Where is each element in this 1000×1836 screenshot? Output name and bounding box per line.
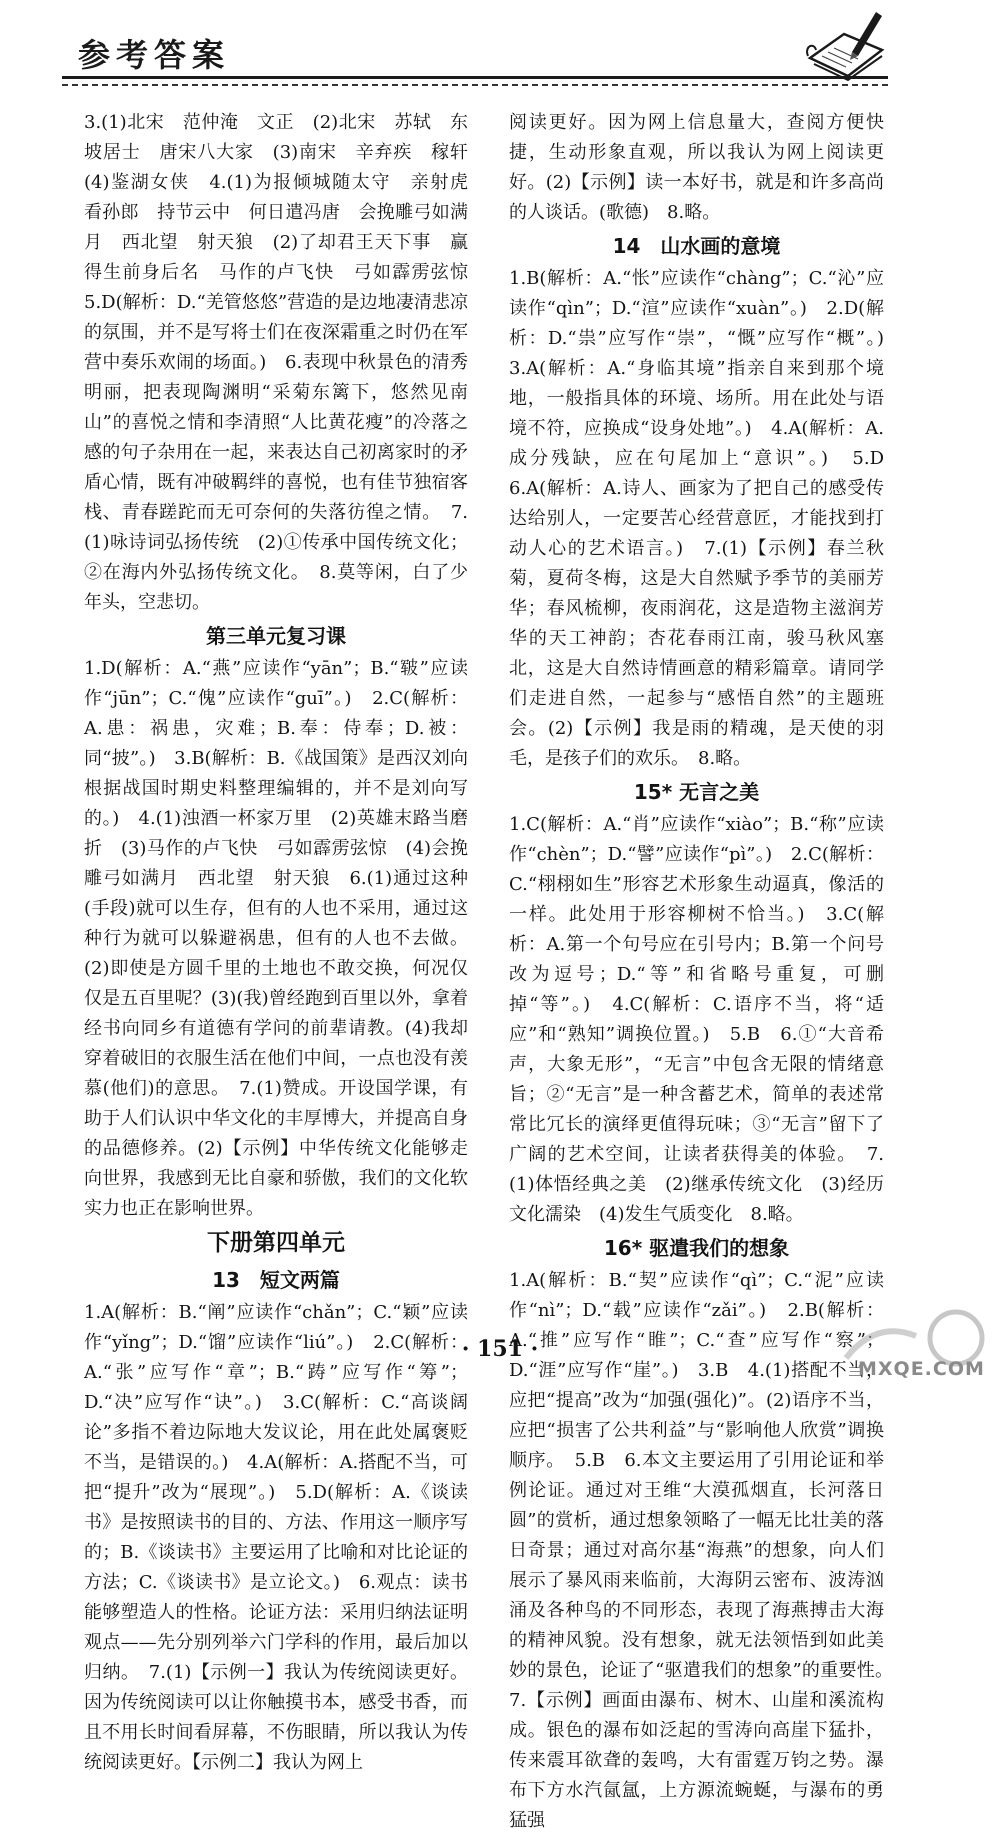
section-heading: 第三单元复习课 (206, 624, 346, 648)
section-heading: 13 短文两篇 (212, 1268, 340, 1292)
answer-paragraph: 1.A(解析：B.“阐”应读作“chǎn”；C.“颖”应读作“yǐng”；D.“馏”应读作“liú”。) 2.C(解析：A.“张”应写作“章”；B.“踌”应写作“筹”；D.“决”应写作“诀”。) 3.C(解析：C.“高谈阔论”多指不着边际地大发议论，用在此处属褒贬不当，是错误的。) 4.A(解析：A.搭配不当，可把“提升”改为“展现”。) 5.D(解析：A.《谈读书》是按照读书的目的、方法、作用这一顺序写的；B.《谈读书》主要运用了比喻和对比论证的方法；C.《谈读书》是立论文。) 6.观点：读书能够塑造人的性格。论证方法：采用归纳法证明观点——先分别列举六门学科的作用，最后加以归纳。 7.(1)【示例一】我认为传统阅读更好。因为传统阅读可以让你触摸书本，感受书香，而且不用长时间看屏幕，不伤眼睛，所以我认为传统阅读更好。【示例二】我认为网上 (84, 1302, 468, 1773)
notebook-pen-icon (802, 6, 888, 84)
page-number: · 151 · (461, 1336, 539, 1362)
header-rule (62, 76, 888, 84)
right-column (509, 108, 902, 1836)
unit-heading: 下册第四单元 (207, 1230, 345, 1256)
answer-paragraph: 1.D(解析：A.“燕”应读作“yān”；B.“皲”应读作“jūn”；C.“傀”应读作“guī”。) 2.C(解析：A.患：祸患，灾难；B.奉：侍奉；D.被：同“披”。) 3.B(解析：B.《战国策》是西汉刘向根据战国时期史料整理编辑的，并不是刘向写的。) 4.(1)浊酒一杯家万里 (2)英雄末路当磨折 (3)马作的卢飞快 弓如霹雳弦惊 (4)会挽雕弓如满月 西北望 射天狼 6.(1)通过这种(手段)就可以生存，但有的人也不采用，通过这种行为就可以躲避祸患，但有的人也不去做。(2)即使是方圆千里的土地也不敢交换，何况仅仅是五百里呢？(3)(我)曾经跑到百里以外，拿着经书向同乡有道德有学问的前辈请教。(4)我却穿着破旧的衣服生活在他们中间，一点也没有羡慕(他们)的意思。 7.(1)赞成。开设国学课，有助于人们认识中华文化的丰厚博大，并提高自身的品德修养。(2)【示例】中华传统文化能够走向世界，我感到无比自豪和骄傲，我们的文化软实力也正在影响世界。 (84, 658, 468, 1219)
left-column (84, 108, 486, 1778)
answer-paragraph: 1.C(解析：A.“肖”应读作“xiào”；B.“称”应读作“chèn”；D.“譬”应读作“pì”。) 2.C(解析：C.“栩栩如生”形容艺术形象生动逼真，像活的一样。此处用于形容柳树不恰当。) 3.C(解析：A.第一个句号应在引号内；B.第一个问号改为逗号；D.“等”和省略号重复，可删掉“等”。) 4.C(解析：C.语序不当，将“适应”和“熟知”调换位置。) 5.B 6.①“大音希声，大象无形”，“无言”中包含无限的情绪意旨；②“无言”是一种含蓄艺术，简单的表述常常比冗长的演绎更值得玩味；③“无言”留下了广阔的艺术空间，让读者获得美的体验。 7.(1)体悟经典之美 (2)继承传统文化 (3)经历文化濡染 (4)发生气质变化 8.略。 (509, 814, 884, 1225)
answer-paragraph: 1.B(解析：A.“怅”应读作“chàng”；C.“沁”应读作“qìn”；D.“渲”应读作“xuàn”。) 2.D(解析：D.“祟”应写作“崇”，“慨”应写作“概”。) 3.A(解析：A.“身临其境”指亲自来到那个境地，一般指具体的环境、场所。用在此处与语境不符，应换成“设身处地”。) 4.A(解析：A.成分残缺，应在句尾加上“意识”。) 5.D 6.A(解析：A.诗人、画家为了把自己的感受传达给别人，一定要苦心经营意匠，才能找到打动人心的艺术语言。) 7.(1)【示例】春兰秋菊，夏荷冬梅，这是大自然赋予季节的美丽芳华；春风梳柳，夜雨润花，这是造物主滋润芳华的天工神韵；杏花春雨江南，骏马秋风塞北，这是大自然诗情画意的精彩篇章。请同学们走进自然，一起参与“感悟自然”的主题班会。(2)【示例】我是雨的精魂，是天使的羽毛，是孩子们的欢乐。 8.略。 (509, 268, 902, 769)
header-rule-dots (62, 84, 888, 88)
answer-paragraph: 阅读更好。因为网上信息量大，查阅方便快捷，生动形象直观，所以我认为网上阅读更好。(2)【示例】读一本好书，就是和许多高尚的人谈话。(歌德) 8.略。 (509, 112, 884, 223)
section-heading: 14 山水画的意境 (612, 234, 781, 258)
answer-paragraph: 3.(1)北宋 范仲淹 文正 (2)北宋 苏轼 东坡居士 唐宋八大家 (3)南宋 辛弃疾 稼轩 (4)鉴湖女侠 4.(1)为报倾城随太守 亲射虎 看孙郎 持节云中 何日遣冯唐 会挽雕弓如满月 西北望 射天狼 (2)了却君王天下事 赢得生前身后名 马作的卢飞快 弓如霹雳弦惊 5.D(解析：D.“羌管悠悠”营造的是边地凄清悲凉的氛围，并不是写将士们在夜深霜重之时仍在军营中奏乐欢闹的场面。) 6.表现中秋景色的清秀明丽，把表现陶渊明“采菊东篱下，悠然见南山”的喜悦之情和李清照“人比黄花瘦”的冷落之感的句子杂用在一起，来表达自己初离家时的矛盾心情，既有冲破羁绊的喜悦，也有佳节独宿客栈、青春蹉跎而无可奈何的失落彷徨之情。 7.(1)咏诗词弘扬传统 (2)①传承中国传统文化；②在海内外弘扬传统文化。 8.莫等闲，白了少年头，空悲切。 (84, 112, 486, 613)
section-heading: 15* 无言之美 (633, 780, 760, 804)
header-title: 参考答案 (78, 36, 231, 74)
watermark-url: MXQE.COM (858, 1358, 985, 1380)
answer-paragraph: 1.A(解析：B.“契”应读作“qì”；C.“泥”应读作“nì”；D.“载”应读作“zǎi”。) 2.B(解析：A.“推”应写作“睢”；C.“查”应写作“察”；D.“涯”应写作“崖”。) 3.B 4.(1)搭配不当，应把“提高”改为“加强(强化)”。(2)语序不当，应把“损害了公共利益”与“影响他人欣赏”调换顺序。 5.B 6.本文主要运用了引用论证和举例论证。通过对王维“大漠孤烟直，长河落日圆”的赏析，通过想象领略了一幅无比壮美的落日奇景；通过对高尔基“海燕”的想象，向人们展示了暴风雨来临前，大海阴云密布、波涛汹涌及各种鸟的不同形态，表现了海燕搏击大海的精神风貌。没有想象，就无法领悟到如此美妙的景色，论证了“驱遣我们的想象”的重要性。 7.【示例】画面由瀑布、树木、山崖和溪流构成。银色的瀑布如泛起的雪涛向高崖下猛扑，传来震耳欲聋的轰鸣，大有雷霆万钧之势。瀑布下方水汽氤氲，上方源流蜿蜒，与瀑布的勇猛强 (509, 1270, 902, 1831)
section-heading: 16* 驱遣我们的想象 (603, 1236, 790, 1260)
